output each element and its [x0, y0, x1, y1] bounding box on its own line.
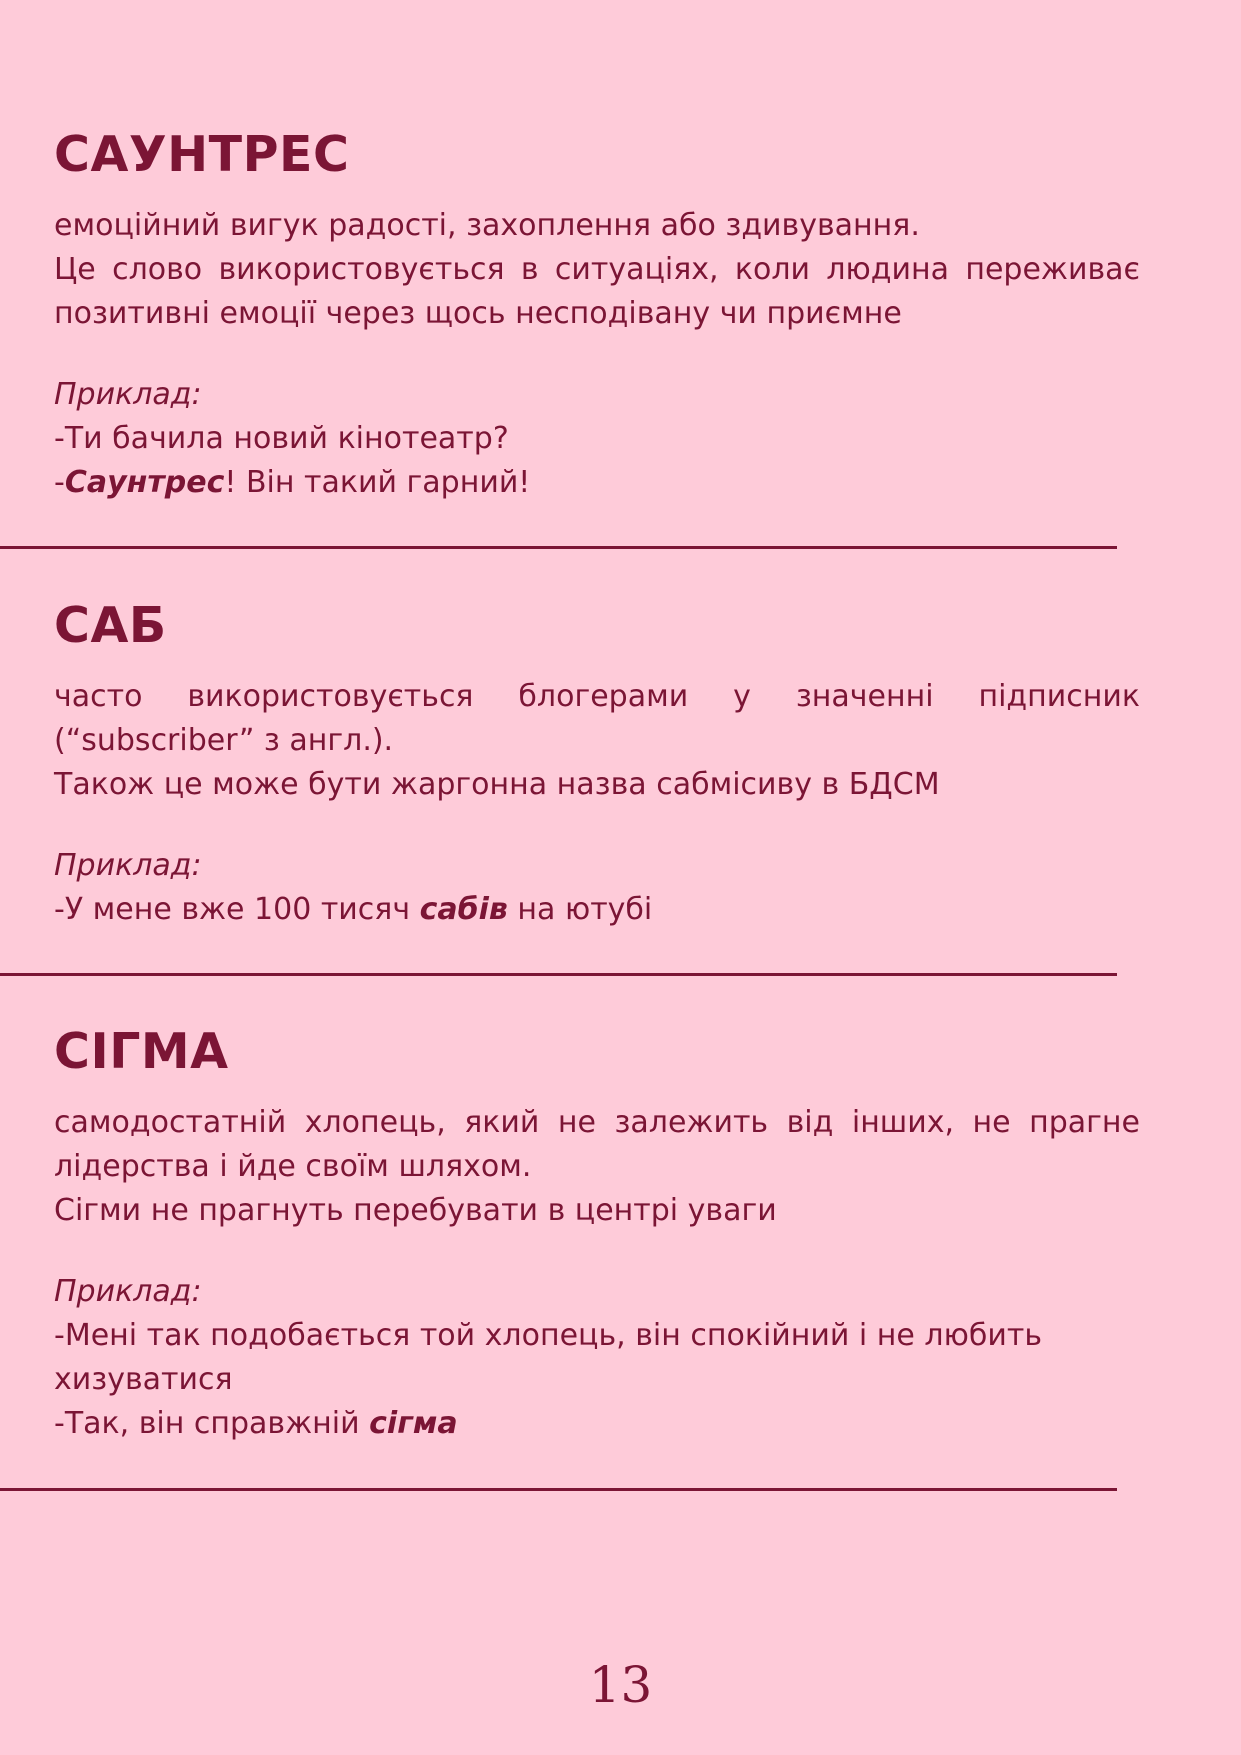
definition-line: Також це може бути жаргонна назва сабмісиву в БДСМ [54, 767, 940, 802]
highlighted-term: сігма [369, 1406, 458, 1441]
definition-line: часто використовується блогерами у значенні підписник (“subscriber” з англ.). [54, 679, 1140, 758]
example-label: Приклад: [54, 1274, 202, 1309]
page-number: 13 [588, 1656, 653, 1714]
highlighted-term: сабів [419, 892, 508, 927]
entry-sauntres [54, 126, 1140, 505]
example-label: Приклад: [54, 377, 202, 412]
example-line: -Ти бачила новий кінотеатр? [54, 421, 509, 456]
term-title: СІГМА [54, 1023, 229, 1080]
example-line: -Саунтрес! Він такий гарний! [54, 465, 531, 500]
term-title: САБ [54, 597, 167, 654]
example-line: -У мене вже 100 тисяч сабів на ютубі [54, 892, 653, 927]
example-label: Приклад: [54, 848, 202, 883]
section-divider [0, 1488, 1117, 1491]
definition [54, 1101, 1140, 1233]
section-divider [0, 973, 1117, 976]
definition-line: Сігми не прагнуть перебувати в центрі уваги [54, 1193, 777, 1228]
example-line: -Так, він справжній сігма [54, 1406, 458, 1441]
definition-line: емоційний вигук радості, захоплення або здивування. [54, 208, 920, 243]
definition-line: самодостатній хлопець, який не залежить від інших, не прагне лідерства і йде своїм шляхом. [54, 1105, 1140, 1184]
example-line: -Мені так подобається той хлопець, він спокійний і не любить хизуватися [54, 1318, 1042, 1397]
section-divider [0, 546, 1117, 549]
highlighted-term: Саунтрес [64, 465, 225, 500]
entry-sab [54, 597, 1140, 932]
entry-sigma [54, 1023, 1140, 1446]
definition [54, 675, 1140, 807]
term-title: САУНТРЕС [54, 126, 350, 183]
definition [54, 204, 1140, 336]
definition-line: Це слово використовується в ситуаціях, коли людина переживає позитивні емоції через щось несподівану чи приємне [54, 252, 1140, 331]
